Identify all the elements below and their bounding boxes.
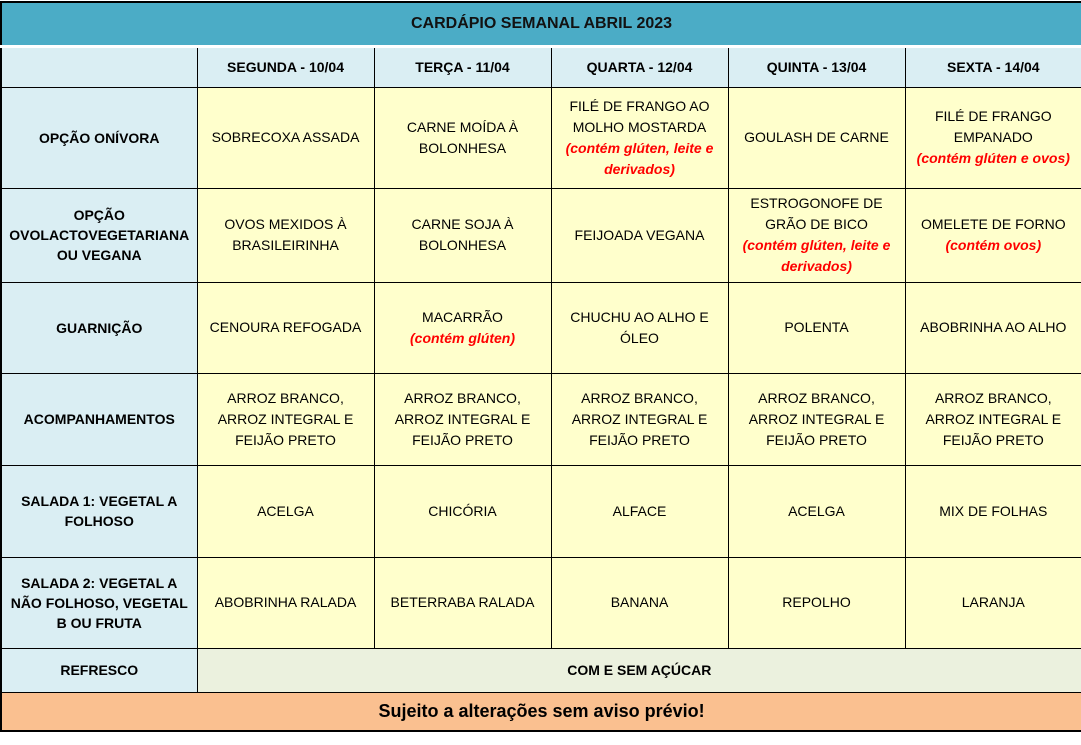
row-label-opcao-onivora: OPÇÃO ONÍVORA	[1, 87, 197, 188]
row-label-guarnicao: GUARNIÇÃO	[1, 282, 197, 373]
menu-cell	[728, 282, 905, 373]
weekly-menu-table	[0, 1, 1081, 732]
dish-text: ARROZ BRANCO, ARROZ INTEGRAL E FEIJÃO PRETO	[217, 389, 354, 448]
row-refresco	[1, 648, 1081, 692]
row-salada-2	[1, 557, 1081, 648]
row-label-salada-1: SALADA 1: VEGETAL A FOLHOSO	[1, 465, 197, 557]
dish-text: GOULASH DE CARNE	[744, 129, 889, 145]
dish-text: CHUCHU AO ALHO E ÓLEO	[570, 308, 709, 346]
dish-text: OMELETE DE FORNO	[920, 216, 1066, 232]
menu-cell	[374, 373, 551, 465]
row-salada-1	[1, 465, 1081, 557]
menu-cell	[905, 373, 1081, 465]
menu-cell	[551, 87, 728, 188]
dish-text: ACELGA	[257, 502, 314, 519]
row-opcao-onivora	[1, 87, 1081, 188]
menu-cell	[551, 282, 728, 373]
footer-row	[1, 692, 1081, 731]
menu-cell	[197, 188, 374, 282]
menu-cell	[197, 373, 374, 465]
dish-text: BANANA	[610, 594, 669, 610]
menu-cell	[551, 373, 728, 465]
menu-cell	[374, 87, 551, 188]
menu-cell	[728, 188, 905, 282]
header-row	[1, 46, 1081, 87]
dish-text: OVOS MEXIDOS À BRASILEIRINHA	[224, 216, 347, 253]
dish-text: MACARRÃO	[422, 308, 503, 325]
menu-cell	[551, 557, 728, 648]
menu-cell	[905, 465, 1081, 557]
corner-cell	[1, 46, 197, 87]
dish-text: REPOLHO	[782, 594, 851, 610]
dish-text: FILÉ DE FRANGO AO MOLHO MOSTARDA	[569, 97, 710, 135]
allergen-note: (contém glúten)	[410, 329, 515, 346]
dish-text: SOBRECOXA ASSADA	[211, 129, 360, 145]
dish-text: ARROZ BRANCO, ARROZ INTEGRAL E FEIJÃO PRETO	[571, 389, 708, 448]
day-header-quarta: QUARTA - 12/04	[551, 46, 728, 87]
row-opcao-ovolactovegetariana	[1, 188, 1081, 282]
footer-notice: Sujeito a alterações sem aviso prévio!	[1, 692, 1081, 731]
menu-cell	[374, 465, 551, 557]
dish-text: ACELGA	[788, 502, 845, 519]
dish-text: POLENTA	[784, 319, 849, 335]
dish-text: ARROZ BRANCO, ARROZ INTEGRAL E FEIJÃO PRETO	[394, 389, 531, 448]
allergen-note: (contém ovos)	[945, 237, 1042, 253]
menu-cell	[197, 465, 374, 557]
dish-text: CARNE MOÍDA À BOLONHESA	[406, 118, 519, 156]
menu-cell	[728, 87, 905, 188]
dish-text: ARROZ BRANCO, ARROZ INTEGRAL E FEIJÃO PRETO	[925, 389, 1062, 448]
menu-cell	[728, 465, 905, 557]
day-header-terca: TERÇA - 11/04	[374, 46, 551, 87]
menu-cell	[728, 373, 905, 465]
row-label-salada-2: SALADA 2: VEGETAL A NÃO FOLHOSO, VEGETAL B OU FRUTA	[1, 557, 197, 648]
menu-cell	[905, 87, 1081, 188]
dish-text: LARANJA	[961, 594, 1025, 610]
menu-cell	[905, 188, 1081, 282]
day-header-segunda: SEGUNDA - 10/04	[197, 46, 374, 87]
row-label-refresco: REFRESCO	[1, 648, 197, 692]
dish-text: MIX DE FOLHAS	[939, 502, 1048, 519]
dish-text: FEIJOADA VEGANA	[574, 226, 705, 243]
day-header-quinta: QUINTA - 13/04	[728, 46, 905, 87]
allergen-note: (contém glúten, leite e derivados)	[742, 237, 891, 274]
menu-cell	[905, 282, 1081, 373]
row-label-ovolactovegetariana: OPÇÃO OVOLACTOVEGETARIANA OU VEGANA	[1, 188, 197, 282]
menu-cell	[197, 282, 374, 373]
menu-cell	[197, 87, 374, 188]
refresco-value-cell: COM E SEM AÇÚCAR	[197, 648, 1081, 692]
dish-text: ALFACE	[612, 502, 667, 519]
page-title: CARDÁPIO SEMANAL ABRIL 2023	[1, 2, 1081, 46]
dish-text: ARROZ BRANCO, ARROZ INTEGRAL E FEIJÃO PRETO	[748, 389, 885, 448]
row-acompanhamentos	[1, 373, 1081, 465]
dish-text: ESTROGONOFE DE GRÃO DE BICO	[750, 195, 883, 232]
row-label-acompanhamentos: ACOMPANHAMENTOS	[1, 373, 197, 465]
dish-text: CENOURA REFOGADA	[209, 319, 362, 335]
day-header-sexta: SEXTA - 14/04	[905, 46, 1081, 87]
dish-text: FILÉ DE FRANGO EMPANADO	[934, 108, 1052, 145]
dish-text: BETERRABA RALADA	[390, 594, 535, 610]
menu-cell	[551, 465, 728, 557]
dish-text: ABOBRINHA RALADA	[214, 594, 357, 610]
dish-text: CARNE SOJA À BOLONHESA	[411, 216, 514, 253]
menu-cell	[374, 188, 551, 282]
menu-cell	[197, 557, 374, 648]
menu-cell	[374, 282, 551, 373]
row-guarnicao	[1, 282, 1081, 373]
title-row	[1, 2, 1081, 46]
menu-cell	[551, 188, 728, 282]
allergen-note: (contém glúten e ovos)	[916, 150, 1070, 166]
dish-text: ABOBRINHA AO ALHO	[920, 319, 1067, 335]
dish-text: CHICÓRIA	[428, 502, 497, 519]
menu-cell	[728, 557, 905, 648]
menu-cell	[374, 557, 551, 648]
allergen-note: (contém glúten, leite e derivados)	[565, 139, 714, 177]
menu-cell	[905, 557, 1081, 648]
